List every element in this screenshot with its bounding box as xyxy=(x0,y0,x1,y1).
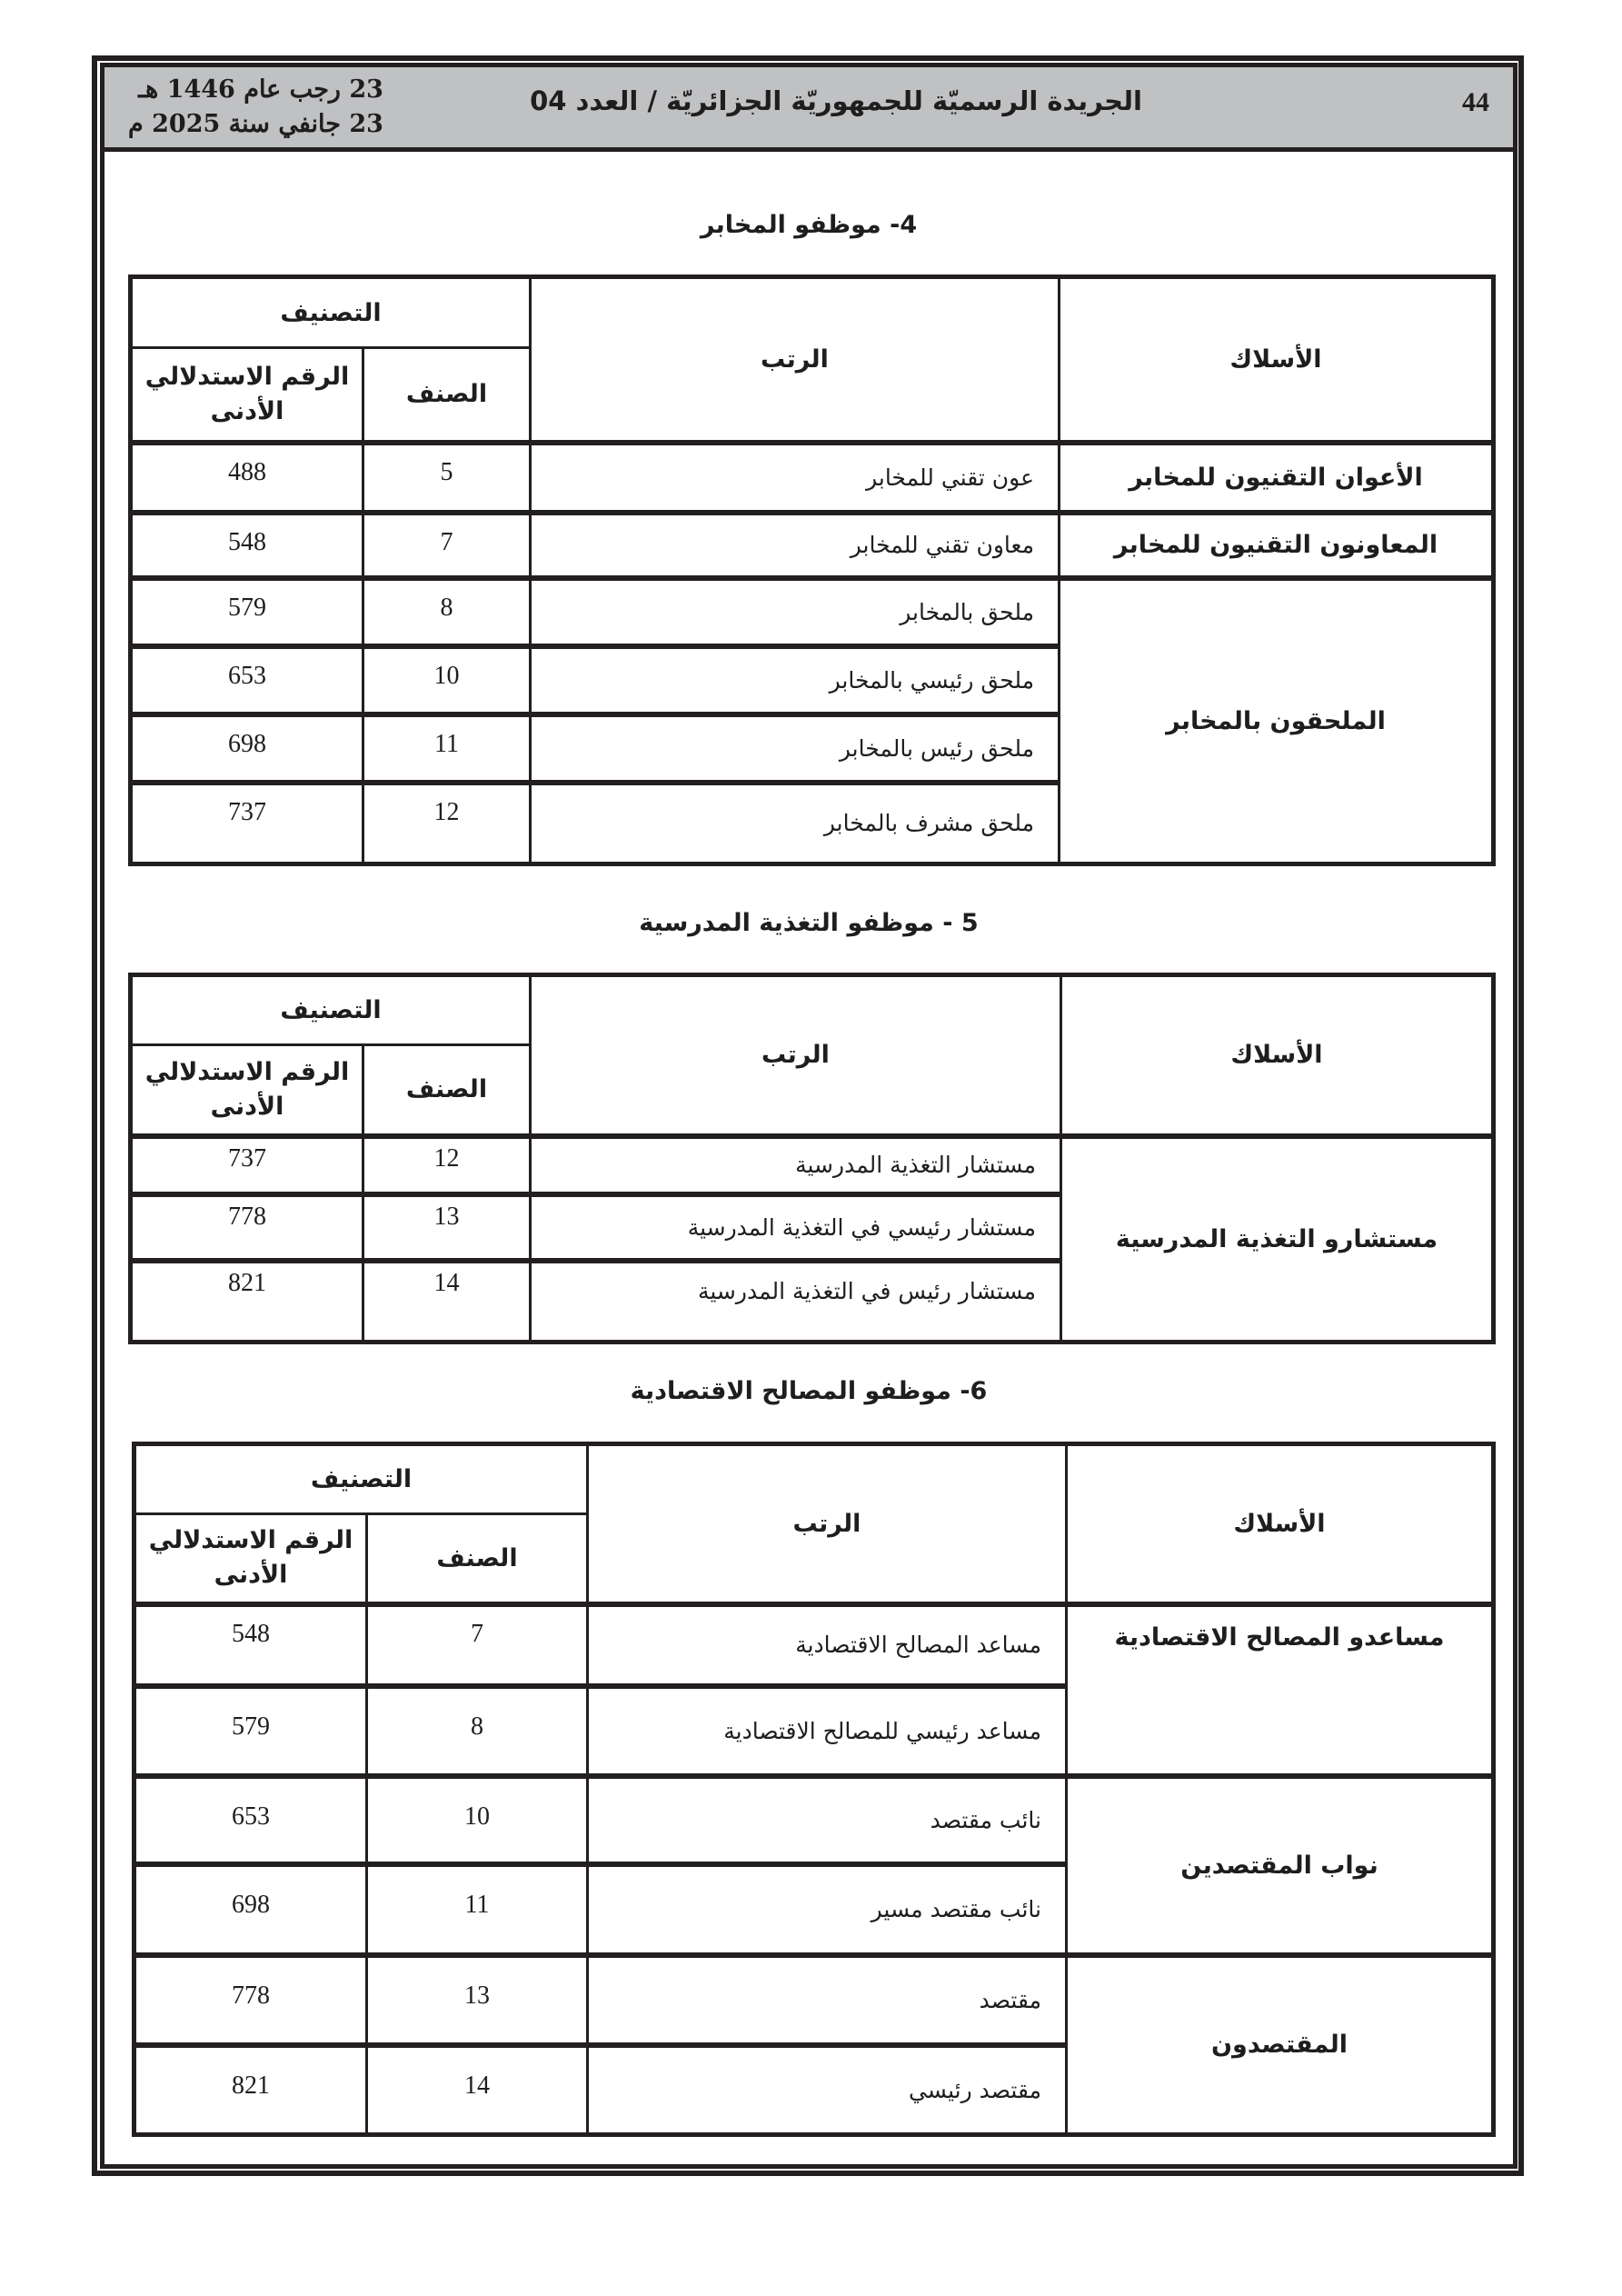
table-row xyxy=(131,443,1494,513)
grade-cell: 10 xyxy=(363,646,531,714)
index-cell: 548 xyxy=(131,513,363,578)
index-cell: 698 xyxy=(131,714,363,783)
header-classification: التصنيف xyxy=(134,1444,588,1514)
page-number: 44 xyxy=(1462,87,1489,117)
grade-cell: 11 xyxy=(367,1864,588,1955)
rank-cell: نائب مقتصد xyxy=(588,1776,1067,1864)
header-corps: الأسلاك xyxy=(1061,975,1494,1136)
table-row xyxy=(134,1604,1494,1686)
table-school-nutrition-staff xyxy=(128,973,1496,1344)
header-ranks: الرتب xyxy=(588,1444,1067,1604)
corps-cell: الملحقون بالمخابر xyxy=(1060,578,1494,864)
table-economic-services-staff xyxy=(132,1442,1496,2137)
rank-cell: مساعد المصالح الاقتصادية xyxy=(588,1604,1067,1686)
header-min-index: الرقم الاستدلالي الأدنى xyxy=(131,348,363,443)
grade-cell: 14 xyxy=(367,2045,588,2135)
table-row xyxy=(131,513,1494,578)
index-cell: 698 xyxy=(134,1864,367,1955)
corps-cell: الأعوان التقنيون للمخابر xyxy=(1060,443,1494,513)
rank-cell: معاون تقني للمخابر xyxy=(531,513,1060,578)
rank-cell: ملحق رئيس بالمخابر xyxy=(531,714,1060,783)
header-min-index: الرقم الاستدلالي الأدنى xyxy=(131,1045,363,1136)
rank-cell: ملحق مشرف بالمخابر xyxy=(531,783,1060,864)
grade-cell: 13 xyxy=(367,1955,588,2045)
rank-cell: مستشار التغذية المدرسية xyxy=(531,1136,1061,1194)
grade-cell: 8 xyxy=(363,578,531,646)
rank-cell: نائب مقتصد مسير xyxy=(588,1864,1067,1955)
header-classification: التصنيف xyxy=(131,277,531,348)
header-grade: الصنف xyxy=(367,1514,588,1604)
index-cell: 653 xyxy=(134,1776,367,1864)
index-cell: 778 xyxy=(131,1194,363,1261)
corps-cell: نواب المقتصدين xyxy=(1067,1776,1494,1955)
table-laboratory-staff xyxy=(128,275,1496,866)
index-cell: 653 xyxy=(131,646,363,714)
rank-cell: ملحق رئيسي بالمخابر xyxy=(531,646,1060,714)
header-ranks: الرتب xyxy=(531,975,1061,1136)
table-row xyxy=(134,1776,1494,1864)
corps-cell: المعاونون التقنيون للمخابر xyxy=(1060,513,1494,578)
header-grade: الصنف xyxy=(363,348,531,443)
index-cell: 737 xyxy=(131,1136,363,1194)
grade-cell: 12 xyxy=(363,1136,531,1194)
rank-cell: عون تقني للمخابر xyxy=(531,443,1060,513)
issue-dates xyxy=(128,73,383,142)
gazette-title: الجريدة الرسميّة للجمهوريّة الجزائريّة / العدد 04 xyxy=(530,85,1142,116)
header-grade: الصنف xyxy=(363,1045,531,1136)
table-row xyxy=(134,1955,1494,2045)
grade-cell: 7 xyxy=(367,1604,588,1686)
rank-cell: مقتصد رئيسي xyxy=(588,2045,1067,2135)
date-hijri: 23 رجب عام 1446 هـ xyxy=(138,75,383,104)
grade-cell: 14 xyxy=(363,1261,531,1343)
page-header xyxy=(104,67,1513,152)
corps-cell: مساعدو المصالح الاقتصادية xyxy=(1067,1604,1494,1776)
header-corps: الأسلاك xyxy=(1067,1444,1494,1604)
index-cell: 821 xyxy=(131,1261,363,1343)
index-cell: 821 xyxy=(134,2045,367,2135)
index-cell: 778 xyxy=(134,1955,367,2045)
index-cell: 488 xyxy=(131,443,363,513)
grade-cell: 7 xyxy=(363,513,531,578)
table-row xyxy=(131,578,1494,646)
date-gregorian: 23 جانفي سنة 2025 م xyxy=(128,110,383,138)
rank-cell: مساعد رئيسي للمصالح الاقتصادية xyxy=(588,1686,1067,1776)
table-row xyxy=(131,1136,1494,1194)
grade-cell: 10 xyxy=(367,1776,588,1864)
section-title-laboratory: 4- موظفو المخابر xyxy=(700,211,918,239)
header-ranks: الرتب xyxy=(531,277,1060,443)
corps-cell: مستشارو التغذية المدرسية xyxy=(1061,1136,1494,1343)
grade-cell: 13 xyxy=(363,1194,531,1261)
header-corps: الأسلاك xyxy=(1060,277,1494,443)
grade-cell: 12 xyxy=(363,783,531,864)
rank-cell: ملحق بالمخابر xyxy=(531,578,1060,646)
section-title-economic-services: 6- موظفو المصالح الاقتصادية xyxy=(630,1377,988,1405)
section-title-school-nutrition: 5 - موظفو التغذية المدرسية xyxy=(639,909,979,937)
rank-cell: مقتصد xyxy=(588,1955,1067,2045)
grade-cell: 5 xyxy=(363,443,531,513)
header-min-index: الرقم الاستدلالي الأدنى xyxy=(134,1514,367,1604)
corps-cell: المقتصدون xyxy=(1067,1955,1494,2135)
grade-cell: 8 xyxy=(367,1686,588,1776)
header-classification: التصنيف xyxy=(131,975,531,1045)
index-cell: 579 xyxy=(134,1686,367,1776)
index-cell: 737 xyxy=(131,783,363,864)
index-cell: 579 xyxy=(131,578,363,646)
rank-cell: مستشار رئيسي في التغذية المدرسية xyxy=(531,1194,1061,1261)
grade-cell: 11 xyxy=(363,714,531,783)
rank-cell: مستشار رئيس في التغذية المدرسية xyxy=(531,1261,1061,1343)
index-cell: 548 xyxy=(134,1604,367,1686)
